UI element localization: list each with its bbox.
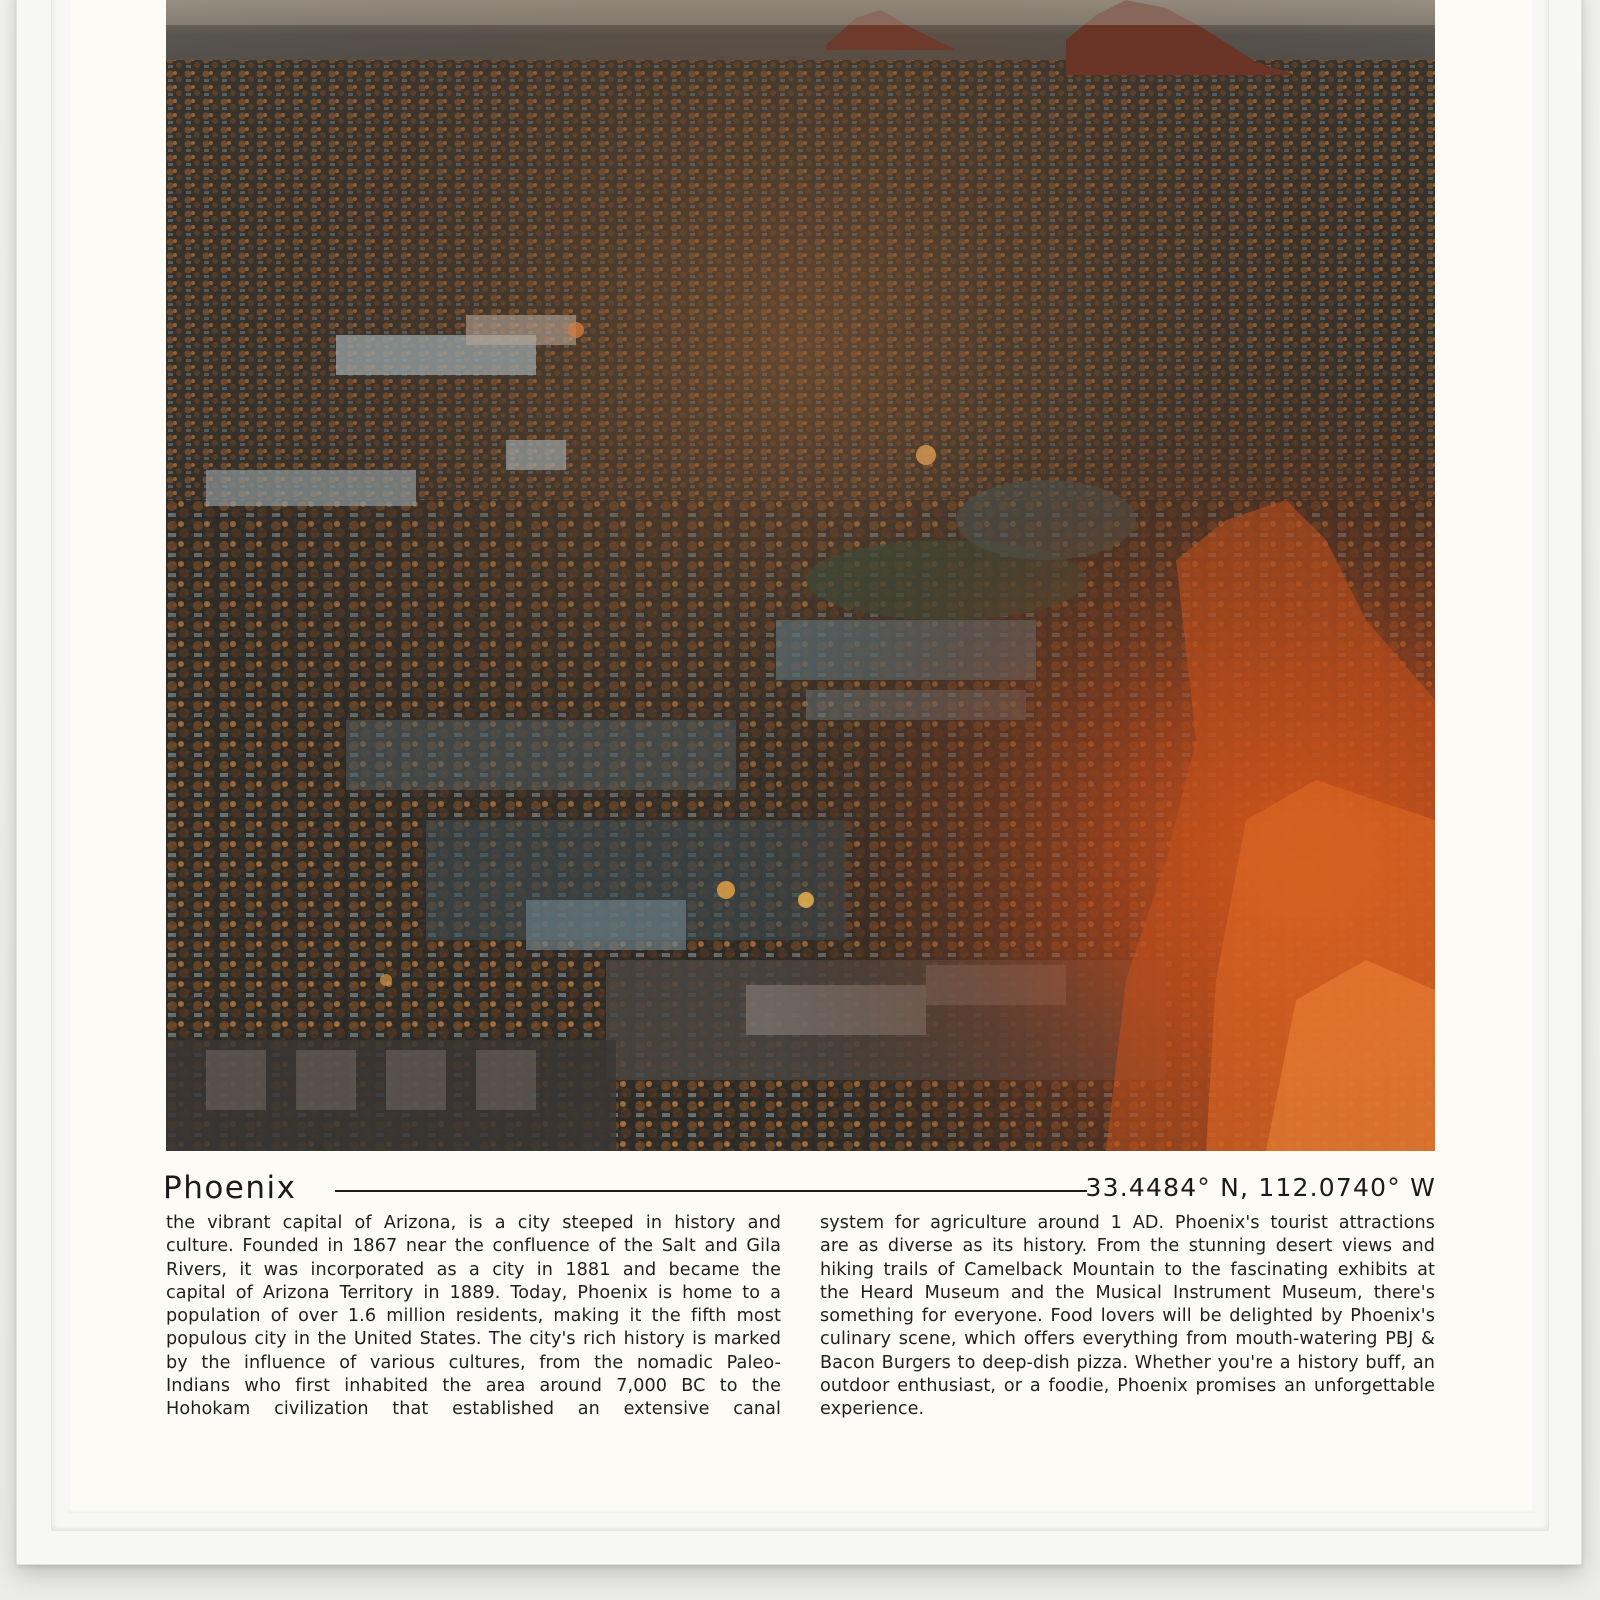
description-left-column: the vibrant capital of Arizona, is a city steeped in history and culture. Founded in 1867 near the confluence of the Salt and Gila Rivers, it was incorporated as a city in 1881 and became the capital of Arizona Territory in 1889. Today, Phoenix is home to a population of over 1.6 million residents, making it the fifth most populous city in the United States. The city's rich history is marked by the influence of various cultures, from the nomadic Paleo-Indians who first inhabited the area around 7,000 BC to the Hohokam civilization that established an extensive canal xyxy=(166,1213,781,1420)
city-aerial-photo xyxy=(166,0,1435,1151)
city-title: Phoenix xyxy=(163,1170,297,1206)
coordinates-label: 33.4484° N, 112.0740° W xyxy=(1085,1173,1436,1202)
description-right-column: system for agriculture around 1 AD. Phoenix's tourist attractions are as diverse as its history. From the stunning desert views and hiking trails of Camelback Mountain to the fascinating exhibits at the Heard Museum and the Musical Instrument Museum, there's something for everyone. Food lovers will be delighted by Phoenix's culinary scene, which offers everything from mouth-watering PBJ & Bacon Burgers to deep-dish pizza. Whether you're a history buff, an outdoor enthusiast, or a foodie, Phoenix promises an unforgettable experience. xyxy=(820,1213,1435,1420)
title-divider xyxy=(335,1190,1087,1192)
aerial-painting xyxy=(166,0,1435,1151)
title-row xyxy=(163,1166,1436,1210)
